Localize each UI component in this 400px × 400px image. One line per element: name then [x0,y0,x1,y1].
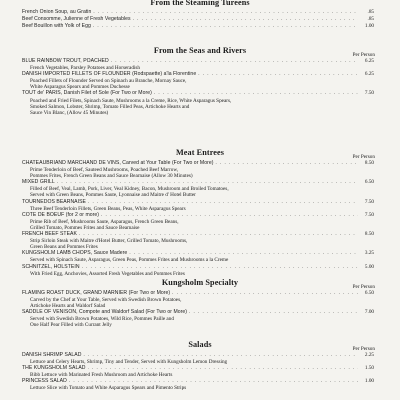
item-description: White Asparagus Spears and Pommes Duchesse [30,84,130,91]
per-person-label: Per Person [352,52,375,58]
item-description: Artichoke Hearts and Waldorf Salad [30,303,106,310]
item-price: 7.50 [364,198,374,205]
item-price: 8.50 [364,160,374,166]
item-name: DANISH IMPORTED FILLETS OF FLOUNDER (Rodspaette) a'la Florentine [22,71,197,78]
item-name: MIXED GRILL [22,179,55,186]
section-title: From the Steaming Tureens [150,0,250,7]
menu-item [0,199,400,206]
item-price: 1.00 [364,378,374,385]
item-description: Filled of Beef, Veal, Lamb, Pork, Liver, Veal Kidney, Bacon, Mushroom and Broiled Tomatoes, [30,186,229,193]
leader-dots [93,10,358,16]
per-person-label: Per Person [352,346,375,352]
item-name: BLUE RAINBOW TROUT, POACHED [22,58,109,64]
item-price: .85 [367,9,374,15]
menu-item [0,16,400,23]
item-description: Served with Swedish Brown Potatoes, Wild Rice, Pommes Paille and [30,316,174,323]
item-description: Prime Tenderloin of Beef, Sauteed Mushrooms, Poached Beef Marrow, [30,167,179,174]
section-title: From the Seas and Rivers [153,46,247,55]
item-price: 5.00 [364,263,374,270]
leader-dots [82,265,358,271]
menu-item [0,378,400,385]
item-name: French Onion Soup, au Gratin [22,9,92,15]
menu-item [0,23,400,30]
menu-item [0,290,400,297]
menu-item [0,58,400,65]
item-name: TOURNEDOS BEARNAISE [22,198,86,205]
item-price: 7.50 [364,211,374,218]
item-description: One Half Pear Filled with Currant Jelly [30,322,112,329]
item-name: TOUT de' PARIS, Danish Filet of Sole (For Two or More) [22,90,152,97]
menu-section [0,46,400,116]
leader-dots [198,72,358,78]
item-price: 6.25 [364,58,374,64]
menu-item [0,71,400,78]
item-description: Lettuce Slice with Tomato and White Asparagus Spears and Pimento Strips [30,385,187,392]
item-description: Prime Rib of Beef, Mushrooms Saute, Asparagus, French Green Beans, [30,218,179,225]
item-name: KUNGSHOLM LAMB CHOPS, Sauce Madere [22,250,128,257]
leader-dots [172,291,358,297]
item-description: Sauce Vin Blanc, (Allow 45 Minutes) [30,109,109,116]
leader-dots [133,17,358,23]
menu-item [0,309,400,316]
item-price: 8.50 [364,231,374,238]
item-description: French Vegetables, Parsley Potatoes and Horseradish [30,65,140,72]
item-name: FLAMING ROAST DUCK, GRAND MARNIER (For Two or More) [22,290,171,296]
item-price: 7.00 [364,309,374,316]
item-description: Poached Fillets of Flounder Served on Spinach au Branche, Mornay Sauce, [30,78,187,85]
item-price: 6.25 [364,71,374,78]
item-description: Carved by the Chef at Your Table, Served with Swedish Brown Potatoes, [30,297,182,304]
item-name: COTE DE BOEUF (for 2 or more) [22,211,100,218]
item-price: 6.50 [364,179,374,186]
item-description: Served with Green Beans, Pommes Saute, Lyonnaise and Maitre d' Hotel Butter [30,192,196,199]
item-price: .85 [367,16,374,23]
menu-item [0,9,400,16]
leader-dots [189,310,358,316]
item-price: 1.00 [364,23,374,30]
leader-dots [88,200,358,206]
leader-dots [93,24,358,30]
menu-item [0,212,400,219]
item-description: Bibb Lettuce with Marinated Fresh Mushroom and Artichoke Hearts [30,372,173,379]
menu-item [0,179,400,186]
leader-dots [101,213,358,219]
section-title: Meat Entrees [175,148,225,157]
menu-item [0,231,400,238]
menu-item [0,264,400,271]
item-description: Served with Spinach Saute, Asparagus, Green Peas, Pommes Frites and Mushrooms a la Creme [30,257,229,264]
item-description: Green Beans and Pommes Frites [30,244,98,251]
item-name: SCHNITZEL, HOLSTEIN [22,263,80,270]
menu-item [0,90,400,97]
per-person-label: Per Person [352,154,375,160]
item-description: Pommes Frites, French Green Beans and Sauce Bearnaise (Allow 30 Minutes) [30,173,193,180]
item-description: Poached and Fried Filets, Spinach Saute, Mushrooms a la Creme, Rice, White Asparagus Spears, [30,97,232,104]
menu-item [0,160,400,167]
item-price: 3.25 [364,250,374,257]
leader-dots [154,91,358,97]
menu-item [0,352,400,359]
item-name: DANISH SHRIMP SALAD [22,352,82,358]
item-description: Grilled Tomato, Pommes Frites and Sauce Bearnaise [30,224,140,231]
item-price: 2.25 [364,352,374,358]
menu-section [0,0,400,30]
item-description: Lettuce and Celery Hearts, Shrimp, Tiny and Tender, Served with Kungsholm Lemon Dressing [30,359,228,366]
item-description: Three Beef Tenderloin Fillets, Green Beans, Peas, White Asparagus Spears [30,205,186,212]
item-price: 6.50 [364,290,374,296]
per-person-label: Per Person [352,284,375,290]
item-description: With Fried Egg, Anchovies, Assorted Fresh Vegetables and Pommes Frites [30,270,185,277]
item-price: 7.50 [364,90,374,97]
leader-dots [111,59,358,65]
item-name: PRINCESS SALAD [22,378,67,385]
item-name: SADDLE OF VENISON, Compote and Waldorf Salad (For Two or More) [22,309,188,316]
menu-item [0,250,400,257]
menu-item [0,365,400,372]
menu-section [0,148,400,277]
item-price: 1.50 [364,365,374,372]
item-name: Beef Consomme, Julienne of Fresh Vegetables [22,16,131,23]
item-name: THE KUNGSHOLM SALAD [22,365,86,372]
item-name: CHATEAUBRIAND MARCHAND DE VINS, Carved at Your Table (For Two or More) [22,160,214,166]
menu-section [0,340,400,392]
section-title: Kungsholm Specialty [161,278,239,287]
item-name: Beef Bouillon with Yolk of Egg [22,23,91,30]
item-description: Smoked Salmon, Lobster, Shrimp, Tomato Filled Peas, Artichoke Hearts and [30,103,190,110]
item-name: FRENCH BEEF STEAK [22,231,77,238]
leader-dots [215,161,358,167]
item-description: Strip Sirloin Steak with Maitre d'Hotel Butter, Grilled Tomato, Mushrooms, [30,238,188,245]
menu-section [0,278,400,329]
section-title: Salads [188,340,212,349]
